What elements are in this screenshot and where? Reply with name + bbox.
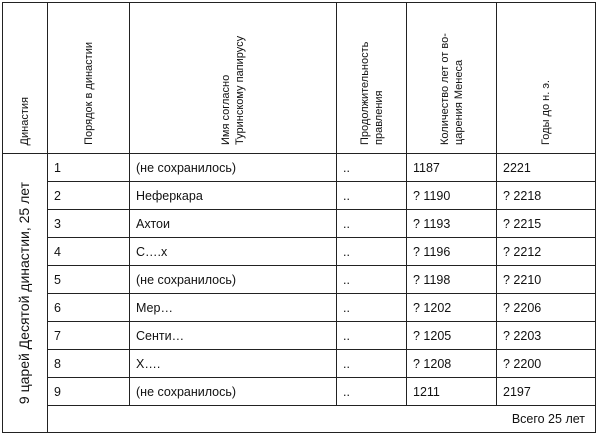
order-cell: 3	[48, 210, 130, 238]
header-dynasty: Династия	[3, 3, 48, 154]
duration-cell: ..	[337, 154, 407, 182]
years-from-menes-cell: ? 1208	[407, 350, 497, 378]
years-from-menes-cell: 1187	[407, 154, 497, 182]
years-from-menes-cell: ? 1190	[407, 182, 497, 210]
years-bc-cell: 2197	[497, 378, 596, 406]
duration-cell: ..	[337, 350, 407, 378]
dynasty-table	[2, 2, 596, 433]
name-cell: Мер…	[130, 294, 337, 322]
table-row	[3, 322, 596, 350]
years-from-menes-cell: ? 1202	[407, 294, 497, 322]
table-row	[3, 154, 596, 182]
duration-cell: ..	[337, 378, 407, 406]
years-from-menes-cell: ? 1193	[407, 210, 497, 238]
header-years-bc: Годы до н. э.	[497, 3, 596, 154]
years-from-menes-cell: 1211	[407, 378, 497, 406]
table-row	[3, 266, 596, 294]
duration-cell: ..	[337, 238, 407, 266]
header-order: Порядок в династии	[48, 3, 130, 154]
name-cell: (не сохранилось)	[130, 266, 337, 294]
name-cell: С….х	[130, 238, 337, 266]
table-row	[3, 238, 596, 266]
duration-cell: ..	[337, 322, 407, 350]
header-duration: Продолжительность правления	[337, 3, 407, 154]
table-row	[3, 350, 596, 378]
order-cell: 1	[48, 154, 130, 182]
name-cell: Ахтои	[130, 210, 337, 238]
years-bc-cell: ? 2210	[497, 266, 596, 294]
years-from-menes-cell: ? 1196	[407, 238, 497, 266]
duration-cell: ..	[337, 294, 407, 322]
name-cell: (не сохранилось)	[130, 154, 337, 182]
table-row	[3, 294, 596, 322]
years-bc-cell: ? 2212	[497, 238, 596, 266]
order-cell: 9	[48, 378, 130, 406]
duration-cell: ..	[337, 182, 407, 210]
order-cell: 2	[48, 182, 130, 210]
years-bc-cell: ? 2200	[497, 350, 596, 378]
header-row	[3, 3, 596, 154]
years-bc-cell: ? 2218	[497, 182, 596, 210]
table-row	[3, 210, 596, 238]
table-row	[3, 182, 596, 210]
years-from-menes-cell: ? 1198	[407, 266, 497, 294]
duration-cell: ..	[337, 266, 407, 294]
total-row	[3, 406, 596, 433]
dynasty-label-cell	[3, 154, 48, 433]
order-cell: 6	[48, 294, 130, 322]
years-bc-cell: 2221	[497, 154, 596, 182]
order-cell: 8	[48, 350, 130, 378]
name-cell: Сенти…	[130, 322, 337, 350]
order-cell: 5	[48, 266, 130, 294]
header-years-from-menes: Количество лет от во-царения Менеса	[407, 3, 497, 154]
name-cell: Неферкара	[130, 182, 337, 210]
years-bc-cell: ? 2215	[497, 210, 596, 238]
table-row	[3, 378, 596, 406]
name-cell: (не сохранилось)	[130, 378, 337, 406]
order-cell: 4	[48, 238, 130, 266]
years-bc-cell: ? 2206	[497, 294, 596, 322]
duration-cell: ..	[337, 210, 407, 238]
header-name: Имя согласно Туринскому папирусу	[130, 3, 337, 154]
dynasty-label: 9 царей Десятой династии, 25 лет	[16, 181, 32, 405]
years-bc-cell: ? 2203	[497, 322, 596, 350]
name-cell: Х….	[130, 350, 337, 378]
order-cell: 7	[48, 322, 130, 350]
total-cell: Всего 25 лет	[48, 406, 596, 433]
years-from-menes-cell: ? 1205	[407, 322, 497, 350]
